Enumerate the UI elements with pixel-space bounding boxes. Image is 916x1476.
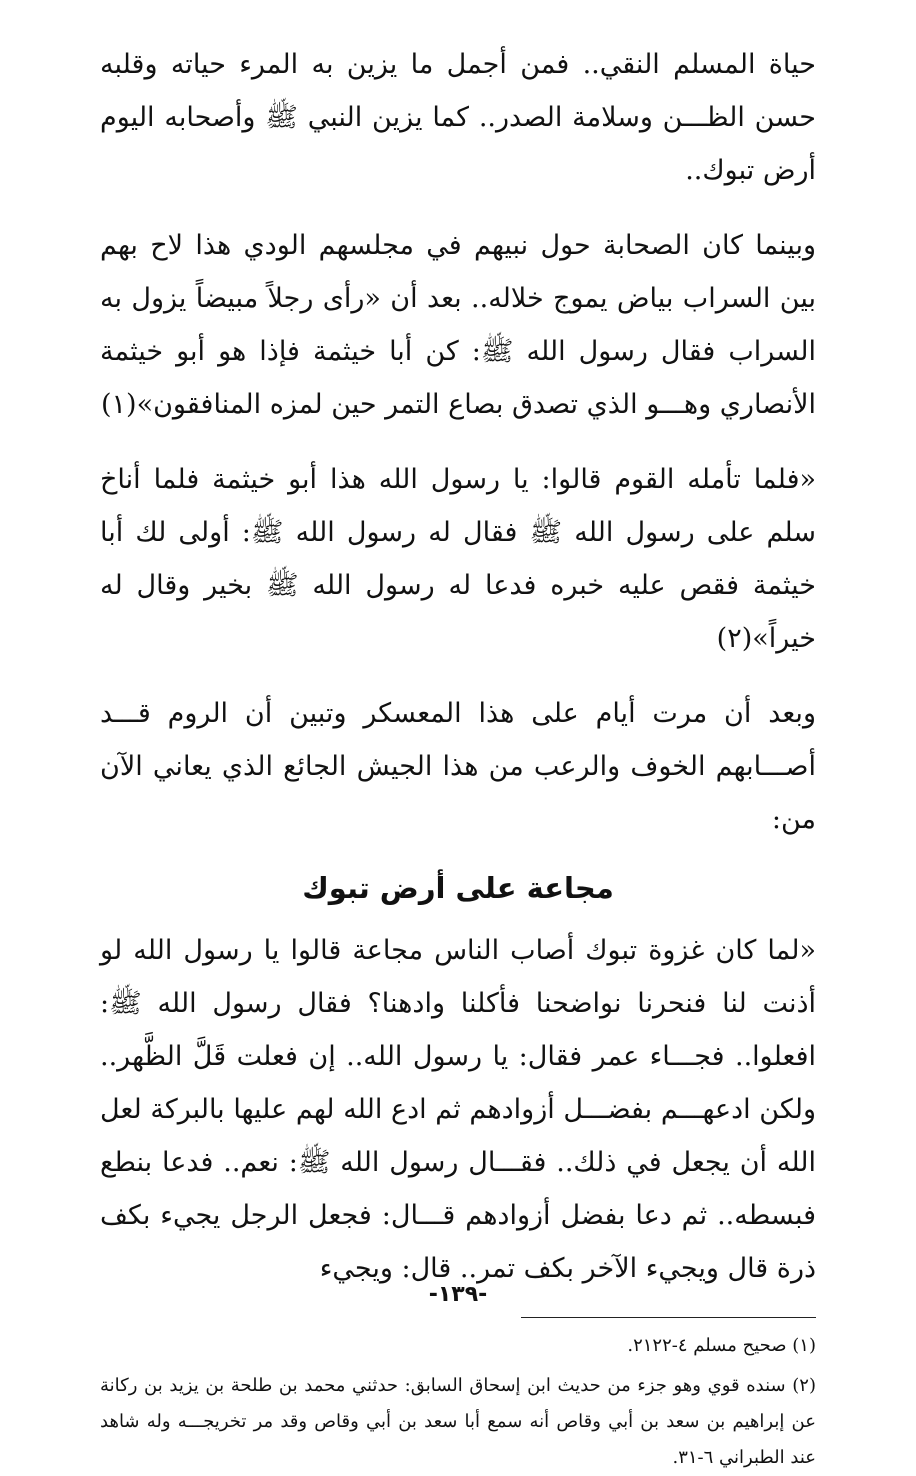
paragraph-2: وبينما كان الصحابة حول نبيهم في مجلسهم الودي هذا لاح بهم بين السراب بياض يموج خلاله.. بعد أن «رأى رجلاً مبيضاً يزول به السراب فقال رسول الله ﷺ: كن أبا خيثمة فإذا هو أبو خيثمة الأنصاري وهـــو الذي تصدق بصاع التمر حين لمزه المنافقون»(١) <box>100 230 817 420</box>
paragraph-4: وبعد أن مرت أيام على هذا المعسكر وتبين أن الروم قـــد أصـــابهم الخوف والرعب من هذا الجيش الجائع الذي يعاني الآن من: <box>100 698 816 835</box>
paragraph-1: حياة المسلم النقي.. فمن أجمل ما يزين به المرء حياته وقلبه حسن الظـــن وسلامة الصدر.. كما يزين النبي ﷺ وأصحابه اليوم أرض تبوك.. <box>100 49 816 186</box>
footnote-2: (٢) سنده قوي وهو جزء من حديث ابن إسحاق السابق: حدثني محمد بن طلحة بن يزيد بن ركانة عن إبراهيم بن سعد بن أبي وقاص أنه سمع أبا سعد بن أبي وقاص وقد مر تخريجـــه وله شاهد عند الطبراني ٦-٣١. <box>100 1375 816 1468</box>
page-number: -١٣٩- <box>428 1282 488 1307</box>
footnote-divider <box>521 1317 816 1318</box>
section-paragraph-1: «لما كان غزوة تبوك أصاب الناس مجاعة قالوا يا رسول الله لو أذنت لنا فنحرنا نواضحنا فأكلنا وادهنا؟ فقال رسول الله ﷺ: افعلوا.. فجـــاء عمر فقال: يا رسول الله.. إن فعلت قَلَّ الظَّهر.. ولكن ادعهـــم بفضـــل أزوادهم ثم ادع الله لهم عليها بالبركة لعل الله أن يجعل في ذلك.. فقـــال رسول الله ﷺ: نعم.. فدعا بنطع فبسطه.. ثم دعا بفضل أزوادهم قـــال: فجعل الرجل يجيء بكف ذرة قال ويجيء الآخر بكف تمر.. قال: ويجيء <box>100 935 816 1284</box>
section-body-text <box>100 924 816 1295</box>
footnotes <box>100 1328 816 1476</box>
paragraph-3: «فلما تأمله القوم قالوا: يا رسول الله هذا أبو خيثمة فلما أناخ سلم على رسول الله ﷺ فقال له رسول الله ﷺ: أولى لك أبا خيثمة فقص عليه خبره فدعا له رسول الله ﷺ بخير وقال له خيراً»(٢) <box>100 464 816 654</box>
footnote-1: (١) صحيح مسلم ٤-٢١٢٢. <box>627 1335 816 1356</box>
page <box>100 38 817 1468</box>
body-text <box>100 38 816 846</box>
section-heading: مجاعة على أرض تبوك <box>302 871 614 905</box>
